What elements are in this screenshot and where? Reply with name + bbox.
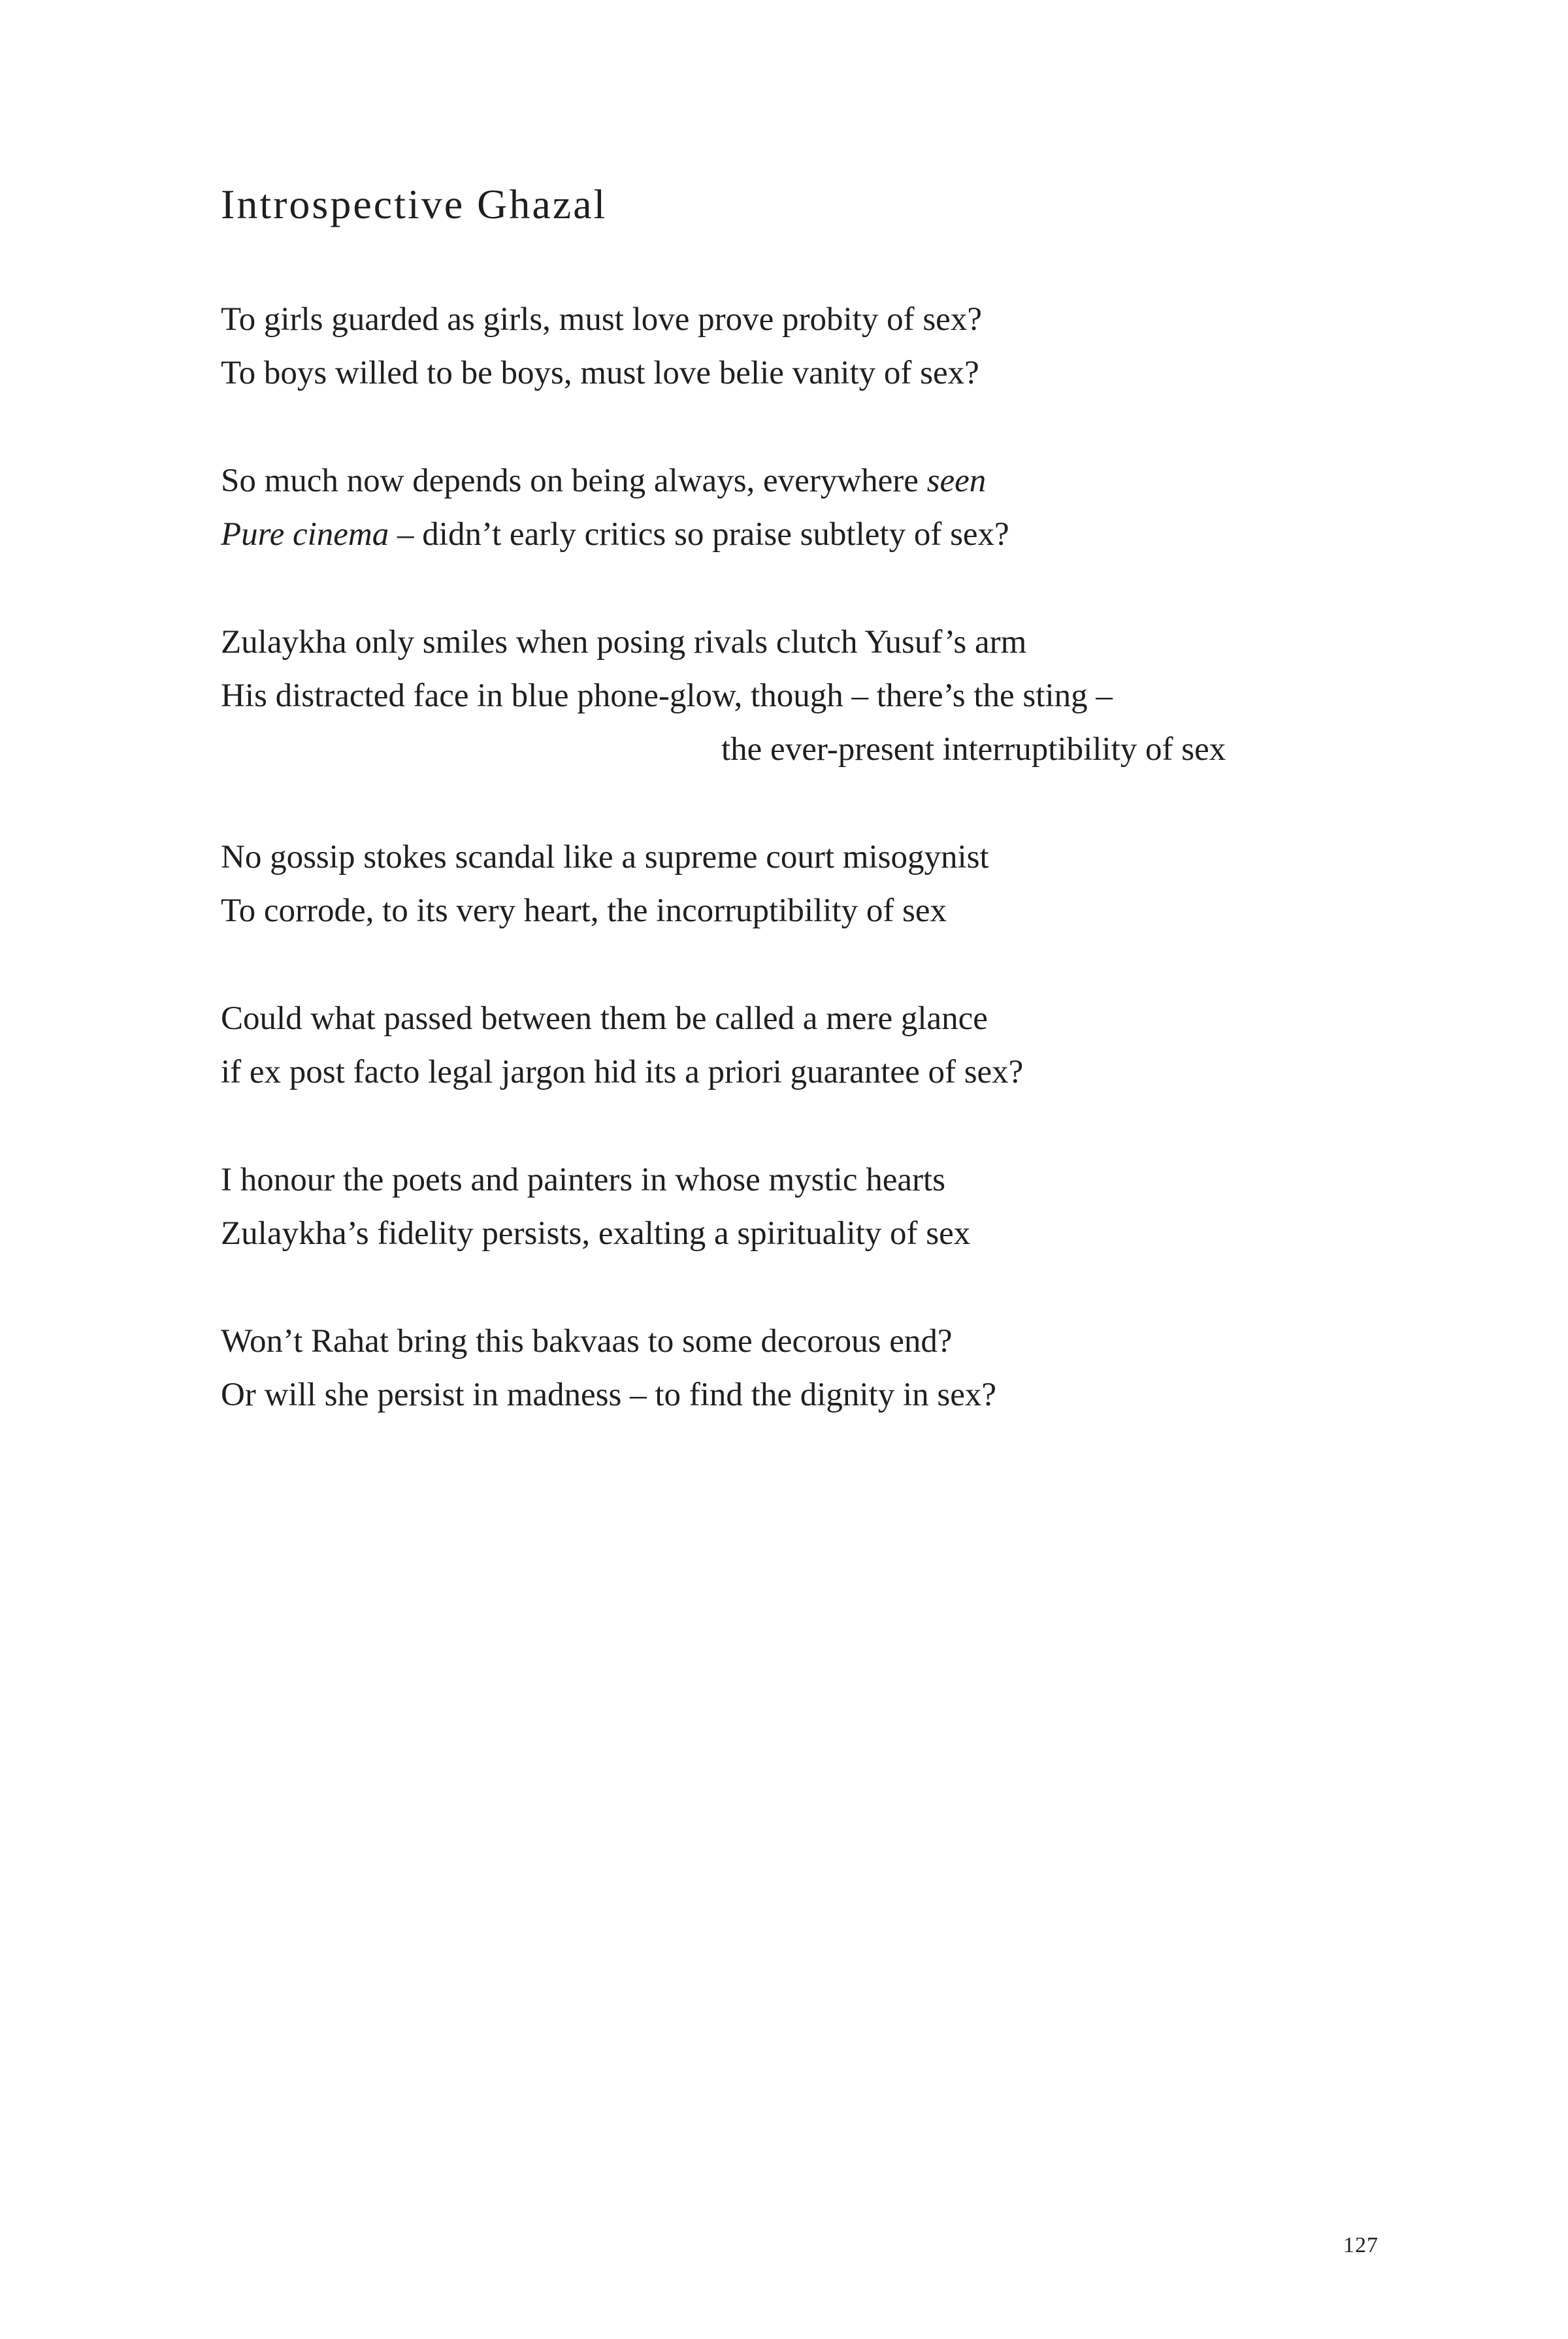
poem-line: Or will she persist in madness – to find the dignity in sex? <box>221 1377 997 1413</box>
poem-title: Introspective Ghazal <box>221 181 608 227</box>
italic-word: seen <box>926 463 987 499</box>
poem-line: His distracted face in blue phone-glow, though – there’s the sting – <box>221 678 1113 714</box>
line-text: So much now depends on being always, everywhere <box>221 463 927 499</box>
couplet-2 <box>221 454 1331 561</box>
couplet-1 <box>221 293 1331 400</box>
couplet-3 <box>221 615 1331 776</box>
poem-line <box>221 454 1331 508</box>
couplet-4 <box>221 830 1331 938</box>
poem-line: I honour the poets and painters in whose mystic hearts <box>221 1162 946 1198</box>
poem-line: Zulaykha only smiles when posing rivals clutch Yusuf’s arm <box>221 624 1027 661</box>
poem-line: To corrode, to its very heart, the incorruptibility of sex <box>221 892 947 929</box>
poem-line: if ex post facto legal jargon hid its a priori guarantee of sex? <box>221 1054 1024 1090</box>
poem-line-indented: the ever-present interruptibility of sex <box>721 731 1226 768</box>
poem-line: Zulaykha’s fidelity persists, exalting a spirituality of sex <box>221 1215 971 1252</box>
couplet-6 <box>221 1153 1331 1260</box>
poem-line: To boys willed to be boys, must love belie vanity of sex? <box>221 355 979 391</box>
poem-line: Could what passed between them be called a mere glance <box>221 1000 988 1037</box>
poem-line: No gossip stokes scandal like a supreme court misogynist <box>221 839 989 875</box>
poem-line: To girls guarded as girls, must love prove probity of sex? <box>221 301 982 338</box>
couplet-5 <box>221 992 1331 1099</box>
poem-body <box>221 293 1331 1476</box>
poem-line <box>221 508 1331 561</box>
italic-phrase: Pure cinema <box>221 516 389 553</box>
page-number: 127 <box>1343 2233 1379 2257</box>
poem-line: Won’t Rahat bring this bakvaas to some decorous end? <box>221 1323 953 1360</box>
line-text: – didn’t early critics so praise subtlety of sex? <box>389 516 1009 553</box>
couplet-7 <box>221 1315 1331 1422</box>
